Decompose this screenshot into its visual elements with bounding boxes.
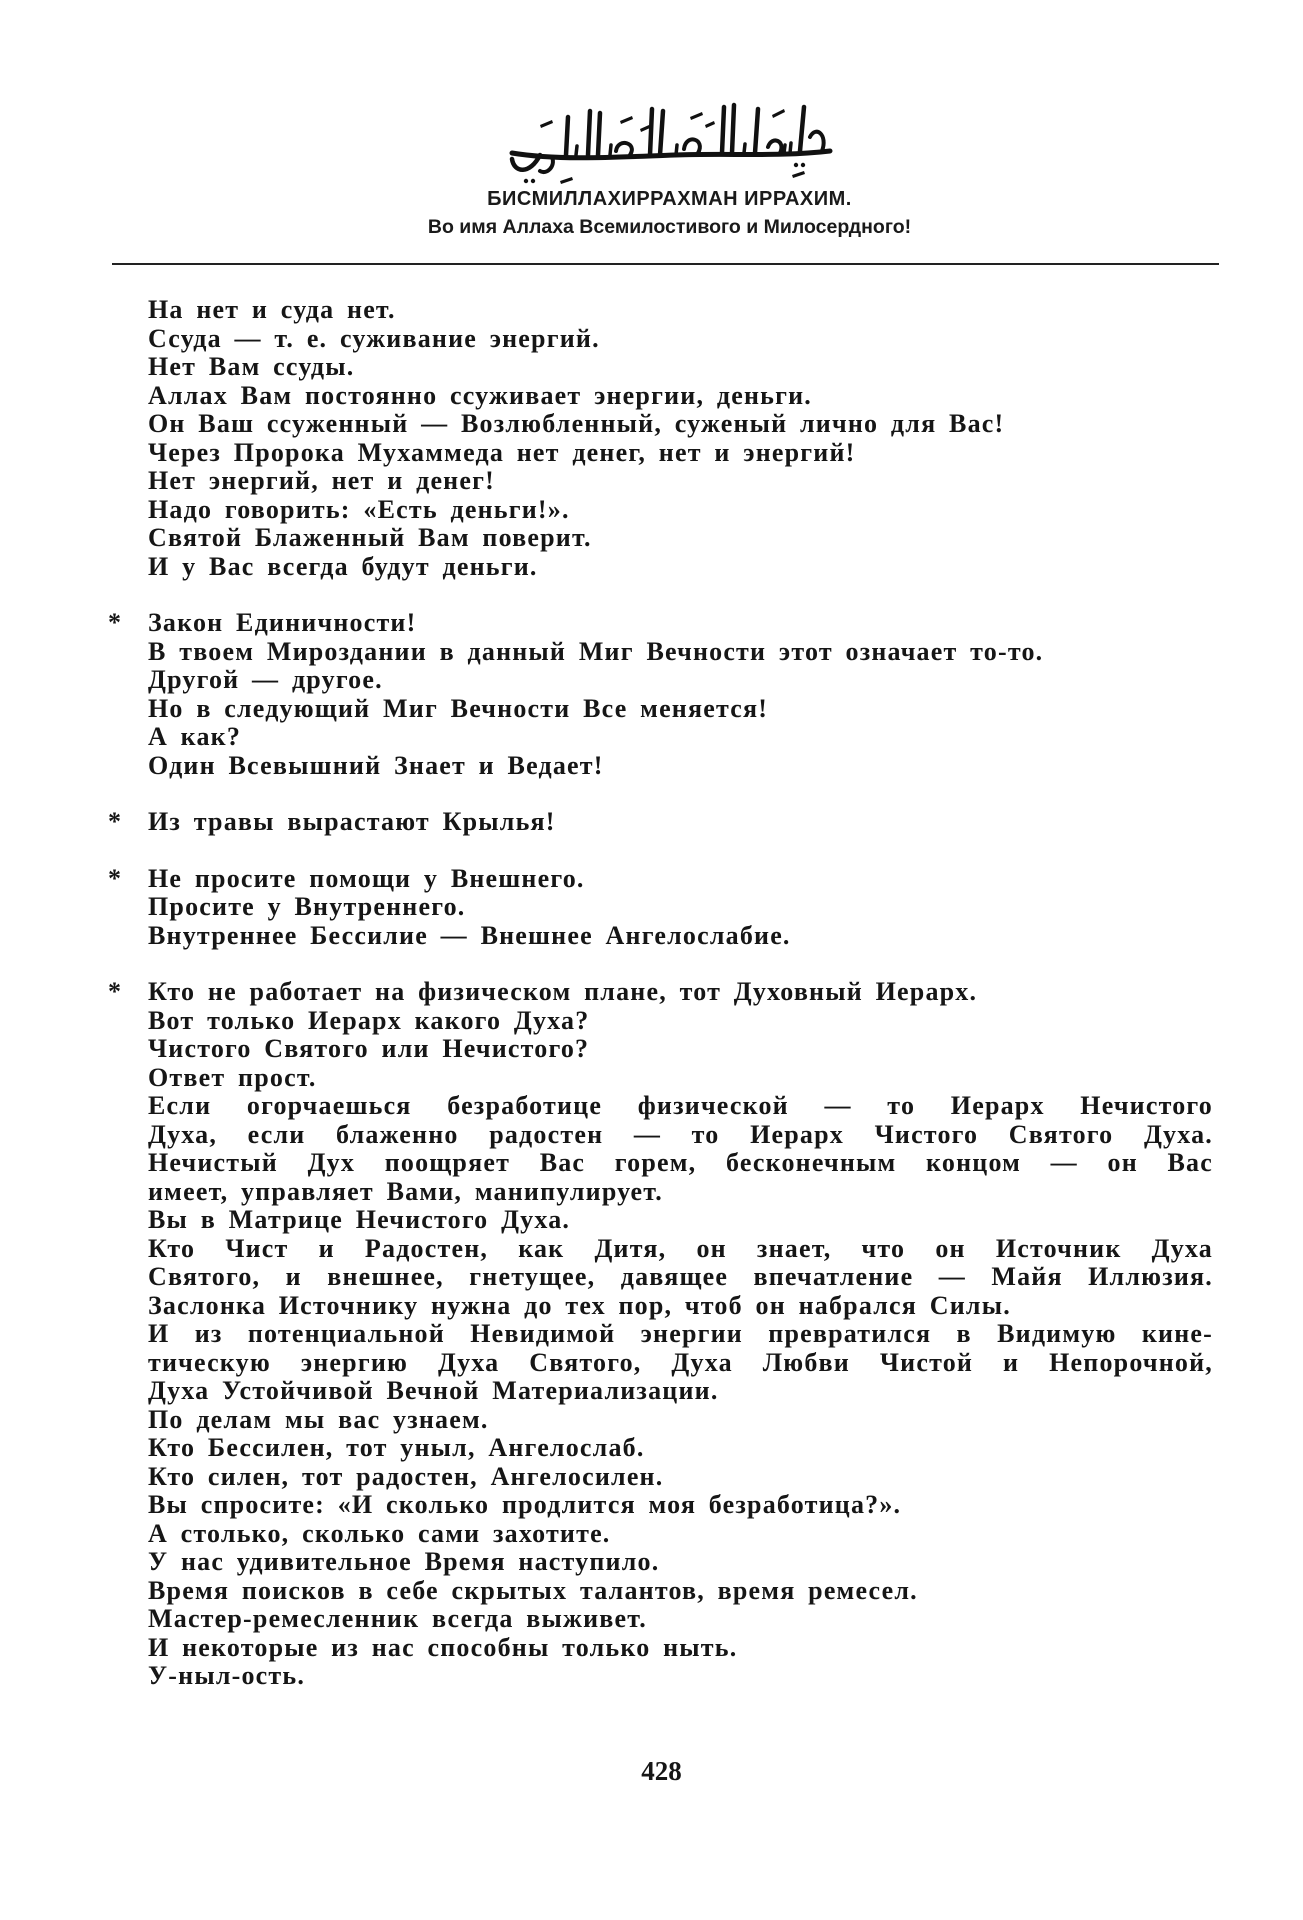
text-line: Мастер-ремесленник всегда выживет. <box>148 1604 647 1633</box>
text-line: имеет, управляет Вами, манипулирует. <box>148 1176 663 1206</box>
page-body <box>100 296 1220 1691</box>
stanza <box>100 865 1220 951</box>
text-line: Не просите помощи у Внешнего. <box>148 863 585 893</box>
text-line: Просите у Внутреннего. <box>148 892 466 921</box>
text-line: Вот только Иерарх какого Духа? <box>148 1005 590 1035</box>
stanza-bullet: * <box>108 863 123 893</box>
text-line: Духа Устойчивой Вечной Материализации. <box>148 1376 719 1405</box>
stanza-bullet: * <box>108 807 123 836</box>
text-line: Он Ваш ссуженный — Возлюбленный, суженый лично для Вас! <box>148 409 1005 438</box>
header-title: БИСМИЛЛАХИРРАХМАН ИРРАХИМ. <box>487 188 852 210</box>
text-line: Ответ прост. <box>148 1062 317 1092</box>
basmala-calligraphy <box>500 95 840 190</box>
text-line: У нас удивительное Время наступило. <box>148 1547 660 1576</box>
text-line: У-ныл-ость. <box>148 1661 306 1690</box>
text-line: тическую энергию Духа Святого, Духа Любви Чистой и Непорочной, <box>148 1347 1213 1377</box>
text-line: Из травы вырастают Крылья! <box>148 807 556 836</box>
text-line: Нет Вам ссуды. <box>148 352 355 381</box>
text-line: Но в следующий Миг Вечности Все меняется! <box>148 693 769 723</box>
text-line: Вы в Матрице Нечистого Духа. <box>148 1205 571 1234</box>
text-line: А столько, сколько сами захотите. <box>148 1518 611 1548</box>
text-line: Ссуда — т. е. суживание энергий. <box>148 323 600 353</box>
stanza <box>100 296 1220 581</box>
text-line: На нет и суда нет. <box>148 295 396 324</box>
text-line: Один Всевышний Знает и Ведает! <box>148 750 604 780</box>
text-line: Надо говорить: «Есть деньги!». <box>148 494 570 524</box>
text-line: По делам мы вас узнаем. <box>148 1404 489 1434</box>
text-line: Заслонка Источнику нужна до тех пор, чтоб он набрался Силы. <box>148 1290 1011 1320</box>
stanza-bullet: * <box>108 977 123 1006</box>
text-line: В твоем Мироздании в данный Миг Вечности этот означает то-то. <box>148 636 1044 666</box>
stanza <box>100 808 1220 837</box>
text-line: Кто Бессилен, тот уныл, Ангелослаб. <box>148 1433 645 1462</box>
stanza <box>100 978 1220 1691</box>
text-line: Время поисков в себе скрытых талантов, время ремесел. <box>148 1575 918 1605</box>
text-line: Если огорчаешься безработице физической — то Иерарх Нечистого <box>148 1091 1213 1120</box>
header-divider <box>112 263 1219 265</box>
text-line: Духа, если блаженно радостен — то Иерарх Чистого Святого Духа. <box>148 1119 1213 1149</box>
text-line: Кто не работает на физическом плане, тот Духовный Иерарх. <box>148 977 978 1006</box>
text-line: Через Пророка Мухаммеда нет денег, нет и энергий! <box>148 437 856 467</box>
text-line: Аллах Вам постоянно ссуживает энергии, деньги. <box>148 380 812 410</box>
text-line: Чистого Святого или Нечистого? <box>148 1034 590 1063</box>
text-line: И у Вас всегда будут деньги. <box>148 551 538 581</box>
header-subtitle: Во имя Аллаха Всемилостивого и Милосердного! <box>427 216 912 238</box>
text-line: Святой Блаженный Вам поверит. <box>148 523 592 552</box>
text-line: Святого, и внешнее, гнетущее, давящее впечатление — Майя Иллюзия. <box>148 1262 1213 1291</box>
text-line: И некоторые из нас способны только ныть. <box>148 1632 738 1662</box>
text-line: А как? <box>148 722 242 751</box>
text-line: И из потенциальной Невидимой энергии превратился в Видимую кине- <box>148 1319 1213 1348</box>
text-line: Кто силен, тот радостен, Ангелосилен. <box>148 1461 664 1491</box>
page-number: 428 <box>641 1756 682 1786</box>
text-line: Закон Единичности! <box>148 608 417 637</box>
text-line: Нечистый Дух поощряет Вас горем, бесконечным концом — он Вас <box>148 1148 1213 1177</box>
text-line: Нет энергий, нет и денег! <box>148 466 495 495</box>
stanza <box>100 609 1220 780</box>
text-line: Вы спросите: «И сколько продлится моя безработица?». <box>148 1490 902 1519</box>
text-line: Кто Чист и Радостен, как Дитя, он знает, что он Источник Духа <box>148 1233 1213 1263</box>
text-line: Другой — другое. <box>148 665 383 694</box>
text-line: Внутреннее Бессилие — Внешнее Ангелослабие. <box>148 920 791 950</box>
stanza-bullet: * <box>108 608 123 637</box>
